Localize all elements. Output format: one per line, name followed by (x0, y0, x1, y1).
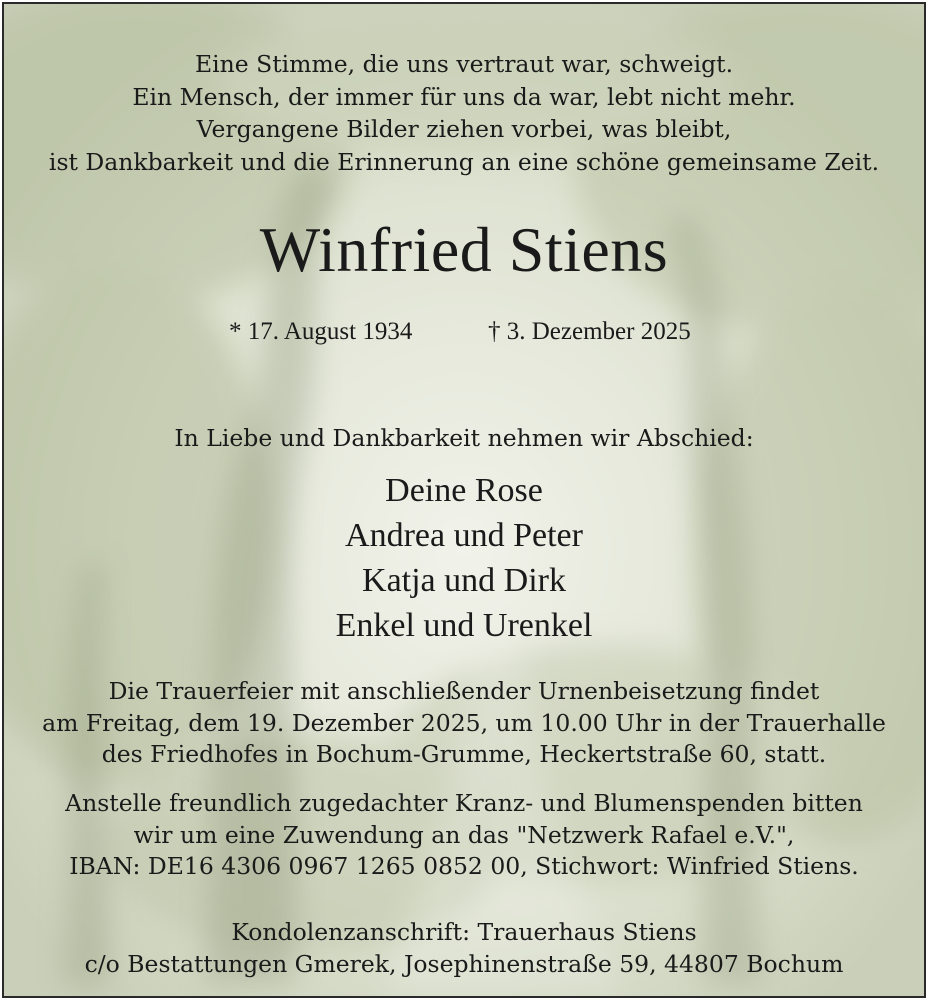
death-date: † 3. Dezember 2025 (488, 318, 691, 345)
farewell-intro: In Liebe und Dankbarkeit nehmen wir Abschied: (174, 424, 754, 452)
mourner-name: Katja und Dirk (362, 562, 566, 599)
donation-request (4, 788, 924, 883)
funeral-service-notice (4, 676, 924, 771)
mourners-list (4, 468, 924, 648)
birth-date: * 17. August 1934 (229, 318, 413, 345)
mourner-name: Andrea und Peter (345, 517, 583, 554)
service-line: Die Trauerfeier mit anschließender Urnenbeisetzung findet (108, 677, 820, 705)
address-line: Kondolenzanschrift: Trauerhaus Stiens (231, 918, 697, 946)
poem-line: Vergangene Bilder ziehen vorbei, was bleibt, (196, 115, 732, 143)
deceased-name: Winfried Stiens (259, 214, 669, 285)
poem-line: Ein Mensch, der immer für uns da war, lebt nicht mehr. (132, 82, 796, 111)
mourner-name: Deine Rose (385, 472, 543, 509)
poem-line: ist Dankbarkeit und die Erinnerung an eine schöne gemeinsame Zeit. (48, 147, 880, 176)
poem-line: Eine Stimme, die uns vertraut war, schweigt. (194, 50, 734, 78)
service-line: am Freitag, dem 19. Dezember 2025, um 10.00 Uhr in der Trauerhalle (42, 708, 886, 737)
condolence-address (4, 917, 924, 980)
donation-line: wir um eine Zuwendung an das "Netzwerk Rafael e.V.", (133, 820, 795, 849)
opening-poem (4, 48, 924, 178)
address-line: c/o Bestattungen Gmerek, Josephinenstraße 59, 44807 Bochum (84, 949, 844, 978)
donation-line: IBAN: DE16 4306 0967 1265 0852 00, Stichwort: Winfried Stiens. (69, 852, 859, 880)
obituary-card (2, 2, 926, 998)
service-line: des Friedhofes in Bochum-Grumme, Heckertstraße 60, statt. (101, 740, 827, 768)
donation-line: Anstelle freundlich zugedachter Kranz- und Blumenspenden bitten (65, 789, 863, 817)
obituary-content (4, 4, 924, 996)
mourner-name: Enkel und Urenkel (335, 607, 593, 644)
